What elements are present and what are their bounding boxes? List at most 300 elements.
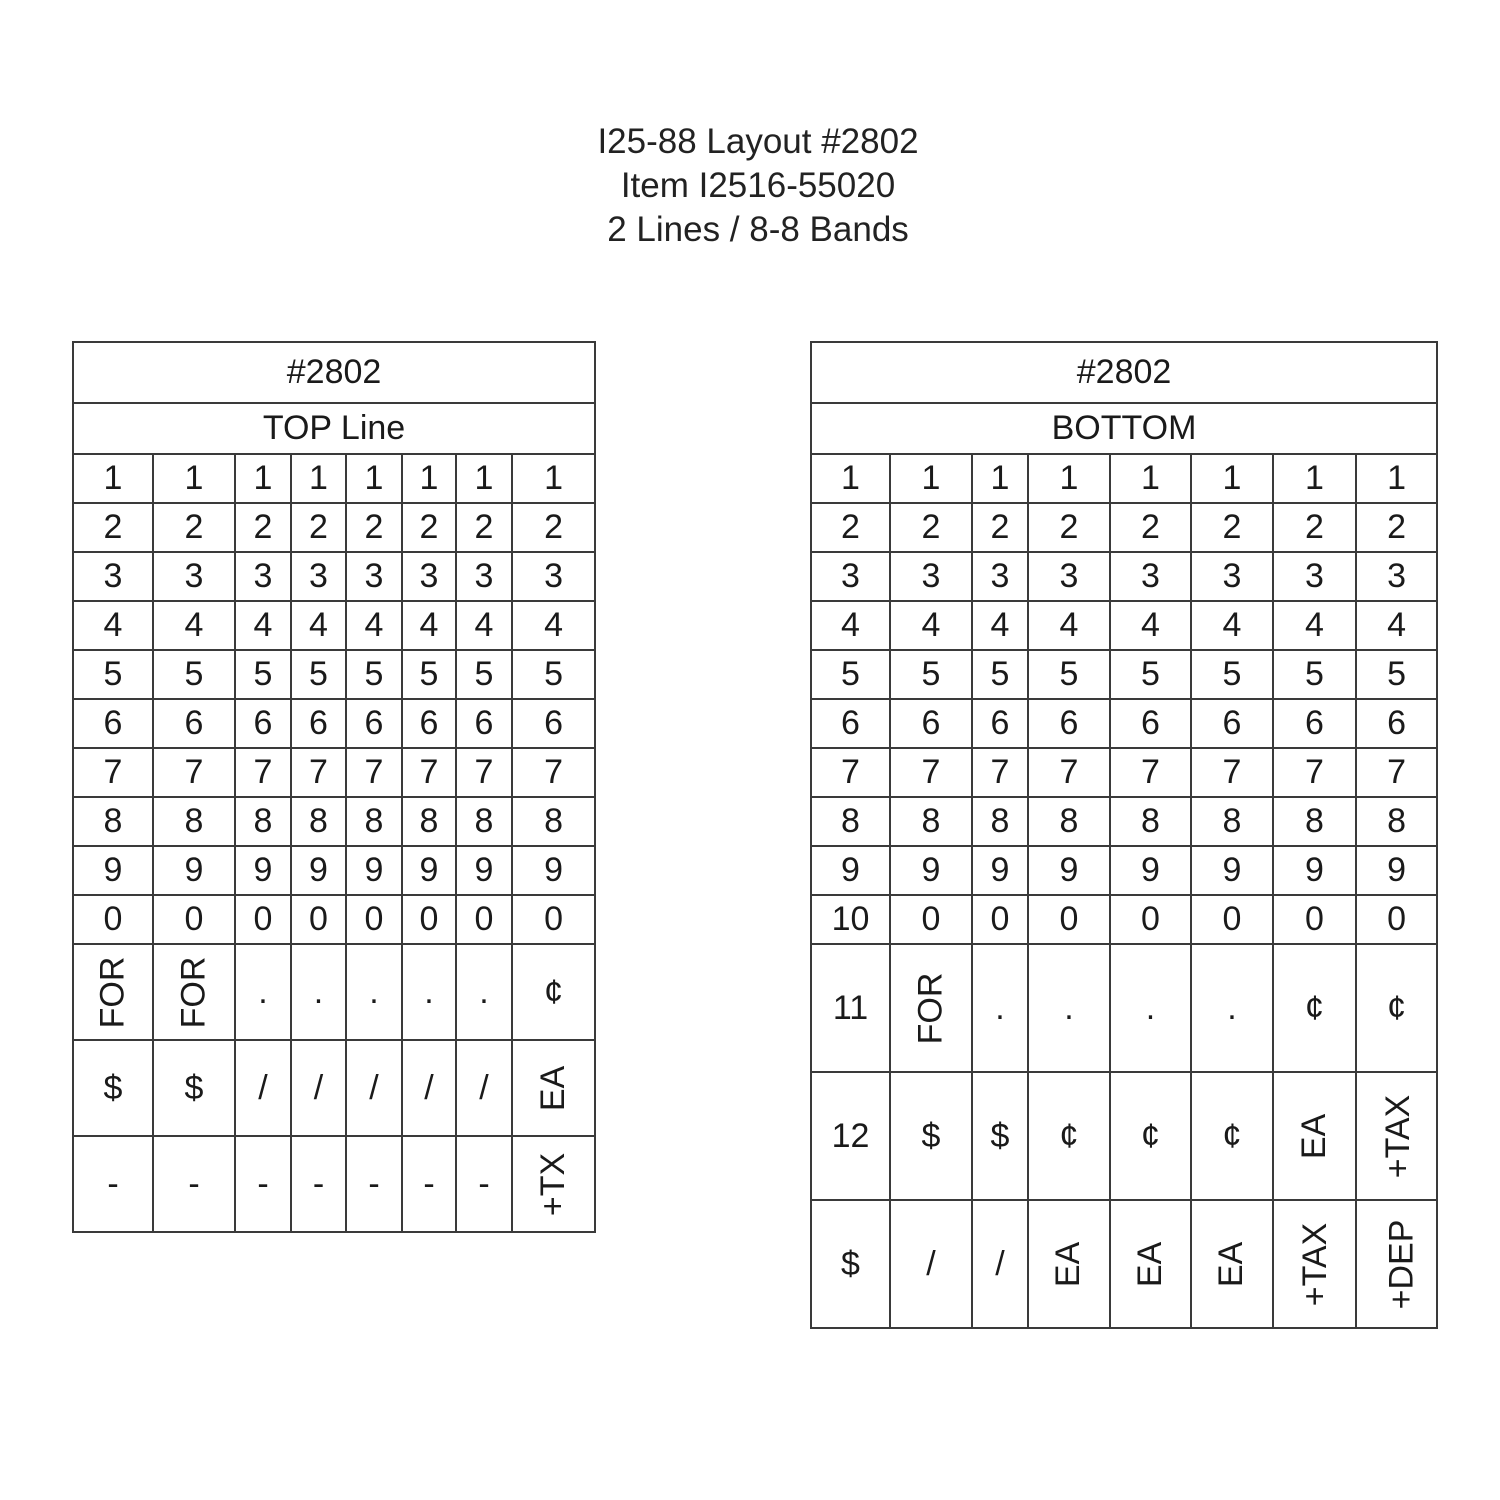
band-cell bbox=[291, 601, 346, 650]
band-cell bbox=[73, 699, 153, 748]
band-cell bbox=[1110, 1200, 1191, 1328]
band-cell bbox=[512, 1136, 595, 1232]
band-cell-text: 9 bbox=[103, 851, 123, 889]
band-cell-text: 1 bbox=[364, 459, 384, 497]
band-cell bbox=[235, 1040, 291, 1136]
band-cell bbox=[291, 944, 346, 1040]
band-cell-text: 2 bbox=[841, 508, 860, 546]
band-cell bbox=[402, 699, 456, 748]
band-cell bbox=[1356, 748, 1437, 797]
band-cell-text: 6 bbox=[921, 704, 941, 742]
band-cell bbox=[1356, 552, 1437, 601]
band-cell-text: 2 bbox=[103, 508, 123, 546]
band-row bbox=[73, 1136, 595, 1232]
band-cell bbox=[291, 1136, 346, 1232]
band-cell-text: 7 bbox=[419, 753, 439, 791]
band-cell bbox=[512, 650, 595, 699]
band-cell-text: / bbox=[369, 1068, 379, 1107]
band-cell bbox=[890, 895, 972, 944]
band-cell bbox=[73, 650, 153, 699]
band-cell bbox=[456, 846, 512, 895]
band-cell-text: FOR bbox=[93, 956, 132, 1028]
title-bands: 2 Lines / 8-8 Bands bbox=[607, 210, 909, 249]
title-item: Item I2516-55020 bbox=[620, 166, 896, 205]
band-cell-text: 4 bbox=[990, 606, 1010, 644]
band-row bbox=[73, 454, 595, 503]
band-cell-text: 5 bbox=[419, 655, 439, 693]
band-cell-text: . bbox=[313, 972, 324, 1011]
band-cell-text: 5 bbox=[1222, 655, 1242, 693]
band-cell bbox=[291, 895, 346, 944]
band-cell bbox=[1356, 797, 1437, 846]
band-cell bbox=[512, 846, 595, 895]
band-cell bbox=[811, 503, 890, 552]
band-cell bbox=[811, 454, 890, 503]
band-cell-text: 9 bbox=[1141, 851, 1160, 889]
band-cell-text: 7 bbox=[921, 753, 941, 791]
bottom-table-header: #2802 bbox=[811, 342, 1437, 403]
band-cell bbox=[890, 503, 972, 552]
band-cell-text: / bbox=[313, 1068, 324, 1107]
band-cell bbox=[1273, 797, 1356, 846]
band-cell-text: $ bbox=[841, 1244, 860, 1283]
band-cell bbox=[346, 503, 402, 552]
band-cell bbox=[811, 601, 890, 650]
band-cell bbox=[346, 846, 402, 895]
band-cell bbox=[402, 1040, 456, 1136]
band-cell-text: 1 bbox=[1059, 459, 1079, 497]
band-cell-text: 11 bbox=[832, 988, 869, 1027]
band-cell-text: 6 bbox=[364, 704, 384, 742]
band-cell-text: 3 bbox=[419, 557, 439, 595]
band-cell-text: 7 bbox=[1141, 753, 1160, 791]
band-row bbox=[811, 1072, 1437, 1200]
band-cell bbox=[1110, 454, 1191, 503]
band-cell-text: 8 bbox=[1141, 802, 1160, 840]
band-cell-text: 0 bbox=[1059, 900, 1079, 938]
band-row bbox=[73, 846, 595, 895]
band-row bbox=[811, 699, 1437, 748]
band-cell-text: 9 bbox=[1387, 851, 1406, 889]
band-cell bbox=[512, 748, 595, 797]
band-cell bbox=[402, 748, 456, 797]
band-cell bbox=[1028, 1072, 1110, 1200]
band-cell-text: - bbox=[188, 1164, 200, 1203]
band-cell-text: 2 bbox=[990, 508, 1010, 546]
band-cell bbox=[235, 454, 291, 503]
band-cell bbox=[402, 895, 456, 944]
band-cell-text: 8 bbox=[184, 802, 204, 840]
band-row bbox=[811, 895, 1437, 944]
band-cell bbox=[291, 846, 346, 895]
band-cell-text: 8 bbox=[841, 802, 860, 840]
band-cell-text: . bbox=[369, 972, 379, 1011]
band-cell bbox=[291, 650, 346, 699]
band-cell bbox=[1028, 503, 1110, 552]
band-cell bbox=[1356, 1072, 1437, 1200]
band-cell-text: 5 bbox=[1305, 655, 1324, 693]
band-cell bbox=[972, 895, 1028, 944]
band-cell bbox=[1191, 1200, 1273, 1328]
band-cell-text: 3 bbox=[990, 557, 1010, 595]
band-cell bbox=[153, 552, 235, 601]
band-cell-text: ¢ bbox=[1141, 1116, 1160, 1155]
band-cell-text: EA bbox=[1294, 1113, 1333, 1159]
band-cell-text: 0 bbox=[184, 900, 204, 938]
band-cell-text: 2 bbox=[474, 508, 494, 546]
band-cell-text: 8 bbox=[103, 802, 123, 840]
band-cell-text: 7 bbox=[1387, 753, 1406, 791]
band-cell-text: 9 bbox=[253, 851, 273, 889]
band-cell bbox=[1028, 552, 1110, 601]
band-cell-text: 7 bbox=[990, 753, 1010, 791]
band-cell-text: $ bbox=[103, 1068, 123, 1107]
band-row bbox=[73, 601, 595, 650]
band-cell-text: 9 bbox=[364, 851, 384, 889]
band-cell-text: 4 bbox=[103, 606, 123, 644]
band-cell bbox=[346, 1136, 402, 1232]
band-cell bbox=[1110, 846, 1191, 895]
band-cell bbox=[73, 895, 153, 944]
band-cell bbox=[1110, 552, 1191, 601]
band-cell bbox=[402, 1136, 456, 1232]
band-cell-text: 6 bbox=[184, 704, 204, 742]
band-cell bbox=[1028, 454, 1110, 503]
band-cell bbox=[73, 797, 153, 846]
band-cell-text: 1 bbox=[990, 459, 1010, 497]
band-cell-text: 5 bbox=[1059, 655, 1079, 693]
band-cell-text: EA bbox=[1212, 1241, 1251, 1287]
band-cell-text: 6 bbox=[1305, 704, 1324, 742]
bottom-table-subheader: BOTTOM bbox=[811, 403, 1437, 454]
band-cell bbox=[402, 650, 456, 699]
band-cell-text: 4 bbox=[184, 606, 204, 644]
band-cell bbox=[291, 699, 346, 748]
band-cell bbox=[235, 503, 291, 552]
band-cell bbox=[153, 846, 235, 895]
band-row bbox=[73, 1040, 595, 1136]
band-cell bbox=[73, 503, 153, 552]
band-cell bbox=[1110, 503, 1191, 552]
band-cell bbox=[346, 748, 402, 797]
band-cell-text: 0 bbox=[309, 900, 328, 938]
band-cell bbox=[456, 797, 512, 846]
band-cell-text: 0 bbox=[1305, 900, 1324, 938]
band-cell bbox=[972, 454, 1028, 503]
top-table-subheader: TOP Line bbox=[73, 403, 595, 454]
band-cell-text: 4 bbox=[544, 606, 563, 644]
band-cell-text: 8 bbox=[990, 802, 1010, 840]
band-cell-text: 1 bbox=[841, 459, 860, 497]
band-cell-text: 8 bbox=[1305, 802, 1324, 840]
band-cell-text: 7 bbox=[841, 753, 860, 791]
band-cell-text: / bbox=[926, 1244, 936, 1283]
band-row bbox=[811, 846, 1437, 895]
band-cell-text: 4 bbox=[474, 606, 494, 644]
band-cell bbox=[1273, 944, 1356, 1072]
band-row bbox=[73, 895, 595, 944]
band-cell bbox=[811, 1200, 890, 1328]
band-cell-text: ¢ bbox=[1305, 988, 1324, 1027]
band-cell-text: 8 bbox=[253, 802, 273, 840]
band-cell bbox=[1356, 846, 1437, 895]
band-cell bbox=[291, 1040, 346, 1136]
band-cell-text: . bbox=[424, 972, 434, 1011]
band-cell-text: - bbox=[312, 1164, 325, 1203]
band-cell-text: 3 bbox=[309, 557, 328, 595]
band-cell-text: ¢ bbox=[1059, 1116, 1079, 1155]
band-cell-text: 8 bbox=[474, 802, 494, 840]
band-row bbox=[811, 552, 1437, 601]
title-layout: I25-88 Layout #2802 bbox=[597, 122, 919, 161]
band-cell bbox=[1356, 601, 1437, 650]
band-cell bbox=[153, 895, 235, 944]
band-cell bbox=[1028, 699, 1110, 748]
band-cell-text: - bbox=[107, 1164, 119, 1203]
band-cell-text: 0 bbox=[364, 900, 384, 938]
band-cell-text: 8 bbox=[1222, 802, 1242, 840]
band-cell bbox=[1191, 1072, 1273, 1200]
band-cell bbox=[456, 650, 512, 699]
band-cell bbox=[890, 699, 972, 748]
band-cell-text: 9 bbox=[1305, 851, 1324, 889]
band-cell-text: EA bbox=[1049, 1241, 1088, 1287]
band-cell bbox=[346, 944, 402, 1040]
band-cell-text: FOR bbox=[911, 972, 950, 1044]
band-cell bbox=[456, 601, 512, 650]
band-cell bbox=[1273, 1072, 1356, 1200]
band-cell bbox=[235, 748, 291, 797]
band-cell bbox=[73, 601, 153, 650]
band-cell-text: . bbox=[258, 972, 268, 1011]
band-cell-text: 4 bbox=[921, 606, 941, 644]
band-cell-text: 0 bbox=[419, 900, 439, 938]
band-cell bbox=[1028, 944, 1110, 1072]
band-cell-text: 4 bbox=[309, 606, 328, 644]
band-cell-text: 8 bbox=[1387, 802, 1406, 840]
band-cell bbox=[1191, 552, 1273, 601]
band-cell bbox=[972, 797, 1028, 846]
band-cell bbox=[972, 650, 1028, 699]
band-cell-text: $ bbox=[990, 1116, 1010, 1155]
band-cell-text: 0 bbox=[544, 900, 563, 938]
band-cell-text: +DEP bbox=[1382, 1219, 1421, 1309]
band-cell-text: 0 bbox=[990, 900, 1010, 938]
band-row bbox=[811, 797, 1437, 846]
band-cell-text: 6 bbox=[253, 704, 273, 742]
band-cell bbox=[402, 503, 456, 552]
band-row bbox=[73, 748, 595, 797]
band-row bbox=[73, 650, 595, 699]
band-cell-text: 5 bbox=[253, 655, 273, 693]
band-cell bbox=[972, 846, 1028, 895]
band-cell-text: 3 bbox=[184, 557, 204, 595]
band-cell-text: 5 bbox=[184, 655, 204, 693]
band-cell bbox=[235, 895, 291, 944]
band-cell bbox=[972, 699, 1028, 748]
band-cell-text: 9 bbox=[419, 851, 439, 889]
band-cell bbox=[811, 895, 890, 944]
band-row bbox=[73, 944, 595, 1040]
band-cell-text: 0 bbox=[474, 900, 494, 938]
band-cell bbox=[1273, 1200, 1356, 1328]
band-cell-text: 9 bbox=[1059, 851, 1079, 889]
band-cell bbox=[811, 797, 890, 846]
band-cell-text: 9 bbox=[309, 851, 328, 889]
band-cell bbox=[153, 944, 235, 1040]
band-cell-text: . bbox=[479, 972, 489, 1011]
band-cell bbox=[1191, 650, 1273, 699]
band-cell bbox=[512, 895, 595, 944]
band-cell-text: 2 bbox=[1059, 508, 1079, 546]
band-cell bbox=[1191, 944, 1273, 1072]
band-cell bbox=[235, 1136, 291, 1232]
band-cell bbox=[890, 1200, 972, 1328]
band-cell bbox=[73, 454, 153, 503]
band-cell bbox=[890, 846, 972, 895]
band-cell bbox=[1110, 944, 1191, 1072]
band-cell-text: ¢ bbox=[544, 972, 563, 1011]
band-cell bbox=[811, 699, 890, 748]
band-cell bbox=[1191, 797, 1273, 846]
band-cell-text: 1 bbox=[184, 459, 204, 497]
band-cell bbox=[346, 601, 402, 650]
band-cell-text: 0 bbox=[103, 900, 123, 938]
band-cell-text: 4 bbox=[1141, 606, 1160, 644]
band-cell-text: 1 bbox=[419, 459, 439, 497]
band-cell bbox=[512, 1040, 595, 1136]
band-cell-text: - bbox=[368, 1164, 380, 1203]
band-cell bbox=[153, 797, 235, 846]
band-cell-text: 4 bbox=[364, 606, 384, 644]
band-cell bbox=[512, 601, 595, 650]
band-cell-text: 4 bbox=[1059, 606, 1079, 644]
band-cell bbox=[1028, 1200, 1110, 1328]
band-cell-text: 6 bbox=[474, 704, 494, 742]
band-cell bbox=[1028, 748, 1110, 797]
band-cell bbox=[235, 846, 291, 895]
band-cell bbox=[1356, 699, 1437, 748]
top-line-table bbox=[72, 341, 596, 1233]
band-cell-text: 5 bbox=[921, 655, 941, 693]
band-cell bbox=[1028, 797, 1110, 846]
band-cell-text: 6 bbox=[103, 704, 123, 742]
band-cell bbox=[972, 552, 1028, 601]
band-cell bbox=[73, 552, 153, 601]
band-cell bbox=[512, 797, 595, 846]
band-cell-text: 5 bbox=[1387, 655, 1406, 693]
band-cell bbox=[972, 1200, 1028, 1328]
band-cell bbox=[1356, 1200, 1437, 1328]
band-row bbox=[73, 797, 595, 846]
band-cell bbox=[291, 503, 346, 552]
band-cell bbox=[1191, 454, 1273, 503]
band-cell-text: 2 bbox=[921, 508, 941, 546]
band-cell-text: - bbox=[423, 1164, 435, 1203]
band-cell-text: 6 bbox=[990, 704, 1010, 742]
band-cell bbox=[1273, 748, 1356, 797]
band-cell-text: 0 bbox=[1141, 900, 1160, 938]
band-cell bbox=[972, 601, 1028, 650]
band-cell bbox=[1110, 650, 1191, 699]
band-cell-text: / bbox=[995, 1244, 1005, 1283]
band-cell-text: +TAX bbox=[1296, 1222, 1335, 1306]
band-cell-text: 5 bbox=[841, 655, 860, 693]
band-cell-text: 3 bbox=[364, 557, 384, 595]
band-cell bbox=[1110, 895, 1191, 944]
band-cell-text: 5 bbox=[103, 655, 123, 693]
band-row bbox=[811, 944, 1437, 1072]
band-cell-text: EA bbox=[1130, 1241, 1169, 1287]
band-cell-text: EA bbox=[534, 1065, 573, 1111]
band-cell bbox=[153, 699, 235, 748]
band-cell bbox=[153, 503, 235, 552]
band-cell bbox=[291, 552, 346, 601]
band-cell bbox=[73, 1040, 153, 1136]
band-cell-text: 2 bbox=[309, 508, 328, 546]
band-cell-text: 1 bbox=[921, 459, 941, 497]
band-cell-text: 9 bbox=[1222, 851, 1242, 889]
band-row bbox=[73, 552, 595, 601]
band-cell bbox=[153, 650, 235, 699]
band-cell bbox=[402, 601, 456, 650]
band-cell-text: 3 bbox=[103, 557, 123, 595]
band-cell bbox=[1110, 748, 1191, 797]
band-cell bbox=[1191, 601, 1273, 650]
band-cell bbox=[291, 748, 346, 797]
band-cell-text: ¢ bbox=[1387, 988, 1406, 1027]
band-cell bbox=[456, 1040, 512, 1136]
band-cell bbox=[1110, 699, 1191, 748]
band-cell-text: +TAX bbox=[1379, 1094, 1418, 1178]
band-cell bbox=[1028, 650, 1110, 699]
band-cell bbox=[346, 797, 402, 846]
page-title-block bbox=[0, 120, 1500, 252]
band-cell-text: 6 bbox=[419, 704, 439, 742]
band-cell bbox=[456, 699, 512, 748]
band-cell bbox=[1273, 552, 1356, 601]
band-cell-text: 6 bbox=[1141, 704, 1160, 742]
band-cell-text: 6 bbox=[1387, 704, 1406, 742]
band-cell bbox=[456, 1136, 512, 1232]
band-cell-text: 6 bbox=[841, 704, 860, 742]
band-cell bbox=[73, 748, 153, 797]
band-cell bbox=[512, 552, 595, 601]
top-table-body bbox=[73, 342, 595, 1232]
band-cell bbox=[512, 944, 595, 1040]
band-cell bbox=[972, 748, 1028, 797]
band-cell-text: 0 bbox=[1387, 900, 1406, 938]
band-cell-text: 0 bbox=[1222, 900, 1242, 938]
band-cell-text: . bbox=[995, 988, 1005, 1027]
band-cell bbox=[1273, 650, 1356, 699]
band-cell-text: 2 bbox=[184, 508, 204, 546]
band-cell bbox=[402, 552, 456, 601]
band-cell bbox=[235, 601, 291, 650]
band-cell bbox=[811, 748, 890, 797]
band-cell bbox=[890, 944, 972, 1072]
band-cell bbox=[1356, 895, 1437, 944]
band-cell-text: 9 bbox=[841, 851, 860, 889]
band-cell bbox=[153, 1040, 235, 1136]
band-cell-text: 2 bbox=[364, 508, 384, 546]
band-cell-text: 1 bbox=[1387, 459, 1406, 497]
band-cell bbox=[811, 552, 890, 601]
band-row bbox=[811, 454, 1437, 503]
band-cell bbox=[291, 797, 346, 846]
band-cell-text: 3 bbox=[841, 557, 860, 595]
band-cell bbox=[512, 503, 595, 552]
